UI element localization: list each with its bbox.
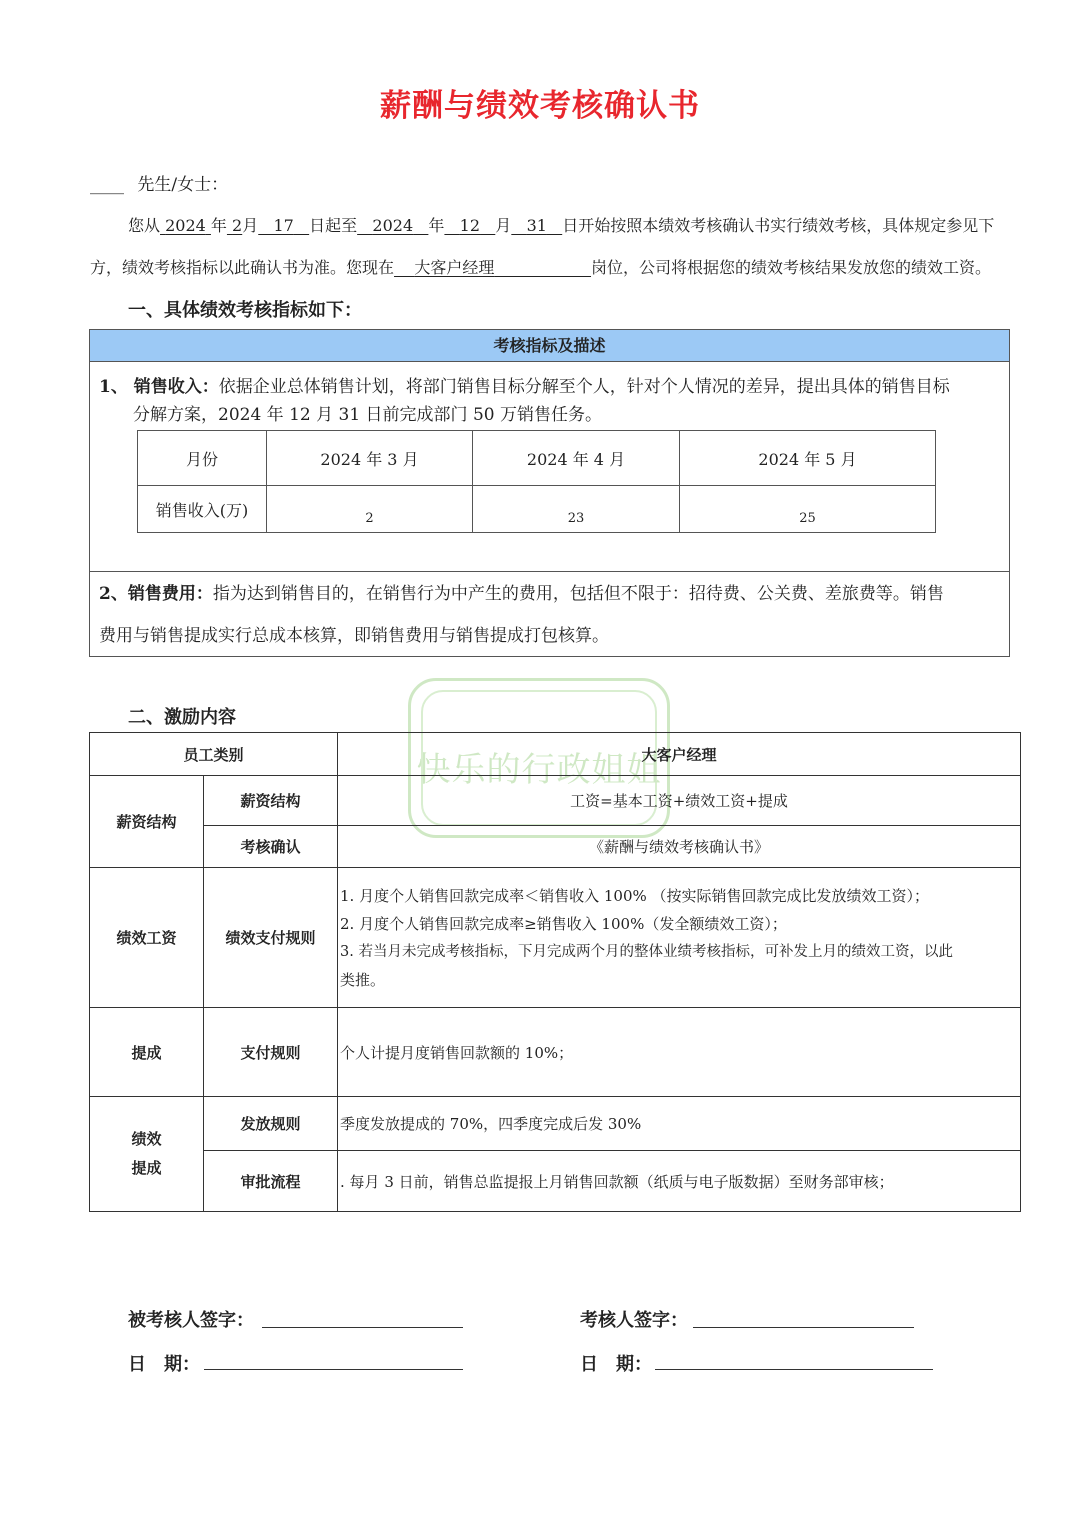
assessment-confirm-value: 《薪酬与绩效考核确认书》 xyxy=(338,826,1021,868)
perf-rule: 类推。 xyxy=(340,970,386,989)
table-row xyxy=(90,776,1021,826)
month-label-cell: 月份 xyxy=(138,431,267,486)
start-day: 17 xyxy=(273,216,294,235)
assessment-confirm-label: 考核确认 xyxy=(204,826,338,868)
item-2-text-a: 指为达到销售目的，在销售行为中产生的费用，包括但不限于：招待费、公关费、差旅费等。销售 xyxy=(212,584,944,604)
intro-line2-suffix: 岗位，公司将根据您的绩效考核结果发放您的绩效工资。 xyxy=(591,258,992,277)
payment-rule-label: 支付规则 xyxy=(204,1008,338,1097)
release-rule-label: 发放规则 xyxy=(204,1097,338,1151)
month-cell: 2024 年 5 月 xyxy=(680,431,936,486)
intro-line2-prefix: 方，绩效考核指标以此确认书为准。您现在 xyxy=(90,258,395,277)
salary-structure-label: 薪资结构 xyxy=(90,776,204,868)
year-label-2: 年 xyxy=(428,216,445,235)
greeting xyxy=(90,170,228,195)
month-cell: 2024 年 3 月 xyxy=(267,431,473,486)
item-1 xyxy=(99,373,1004,401)
item-2 xyxy=(99,580,1004,608)
salutation: 先生/女士： xyxy=(137,175,229,195)
year-label: 年 xyxy=(210,216,227,235)
release-rule-value: 季度发放提成的 70%，四季度完成后发 30% xyxy=(338,1097,1021,1151)
table-row xyxy=(90,868,1021,1008)
assessor-sign-label: 考核人签字： xyxy=(580,1310,688,1331)
date-right-line[interactable] xyxy=(655,1369,933,1370)
perf-wage-label: 绩效工资 xyxy=(90,868,204,1008)
start-year: 2024 xyxy=(165,216,206,235)
table-row xyxy=(90,826,1021,868)
sales-target-table xyxy=(137,430,936,533)
month-label-2: 月 xyxy=(495,216,512,235)
table-row xyxy=(90,1097,1021,1151)
intro-line-1 xyxy=(128,213,994,236)
sales-month-row xyxy=(138,431,936,486)
name-blank: ____ xyxy=(90,175,124,195)
item-1-text-b: 分解方案，2024 年 12 月 31 日前完成部门 50 万销售任务。 xyxy=(133,405,602,425)
revenue-label-cell: 销售收入(万) xyxy=(138,486,267,533)
sales-revenue-row xyxy=(138,486,936,533)
assessor-sign-line[interactable] xyxy=(693,1327,914,1328)
month-label: 月 xyxy=(242,216,259,235)
perf-rule: 3. 若当月未完成考核指标，下月完成两个月的整体业绩考核指标，可补发上月的绩效工资，以此 xyxy=(340,943,953,960)
intro-line-2 xyxy=(90,255,991,278)
date-left-label: 日 期： xyxy=(128,1354,200,1375)
watermark-text: 快乐的行政姐姐 xyxy=(416,750,662,790)
perf-pay-rule-label: 绩效支付规则 xyxy=(204,868,338,1008)
from-label: 日起至 xyxy=(309,216,358,235)
section-1-heading: 一、具体绩效考核指标如下： xyxy=(128,300,362,321)
date-left-line[interactable] xyxy=(204,1369,463,1370)
salary-structure-value: 工资=基本工资+绩效工资+提成 xyxy=(338,776,1021,826)
approval-value: . 每月 3 日前，销售总监提报上月销售回款额（纸质与电子版数据）至财务部审核； xyxy=(338,1151,1021,1212)
end-year: 2024 xyxy=(372,216,414,235)
payment-rule-value: 个人计提月度销售回款额的 10%； xyxy=(338,1008,1021,1097)
table-row xyxy=(90,1008,1021,1097)
assessee-sign-line[interactable] xyxy=(262,1327,463,1328)
intro-suffix: 日开始按照本绩效考核确认书实行绩效考核，具体规定参见下 xyxy=(562,216,995,235)
assessee-sign-label: 被考核人签字： xyxy=(128,1310,254,1331)
employee-type-value: 大客户经理 xyxy=(338,733,1021,776)
item-2-text-b: 费用与销售提成实行总成本核算，即销售费用与销售提成打包核算。 xyxy=(99,626,609,646)
end-month: 12 xyxy=(459,216,481,235)
perf-commission-label-b: 提成 xyxy=(131,1159,162,1177)
indicator-table-header: 考核指标及描述 xyxy=(90,330,1009,362)
table-row xyxy=(90,1151,1021,1212)
item-2-label: 2、销售费用： xyxy=(99,584,213,604)
perf-commission-label xyxy=(90,1097,204,1212)
start-month: 2 xyxy=(232,216,243,235)
revenue-cell: 23 xyxy=(473,486,680,533)
perf-rule: 2. 月度个人销售回款完成率≥销售收入 100%（发全额绩效工资）； xyxy=(340,914,787,933)
revenue-cell: 2 xyxy=(267,486,473,533)
item-1-text-a: 依据企业总体销售计划，将部门销售目标分解至个人，针对个人情况的差异，提出具体的销售目标 xyxy=(218,377,950,397)
section-2-heading: 二、激励内容 xyxy=(128,707,236,728)
indicator-table xyxy=(89,329,1010,657)
document-title: 薪酬与绩效考核确认书 xyxy=(380,88,700,124)
incentive-table xyxy=(89,732,1021,1212)
date-right-label: 日 期： xyxy=(580,1354,652,1375)
employee-type-label: 员工类别 xyxy=(90,733,338,776)
salary-structure-sub: 薪资结构 xyxy=(204,776,338,826)
intro-prefix: 您从 xyxy=(128,216,161,235)
item-1-label: 1、 销售收入： xyxy=(99,377,219,397)
revenue-cell: 25 xyxy=(680,486,936,533)
approval-label: 审批流程 xyxy=(204,1151,338,1212)
perf-rule: 1. 月度个人销售回款完成率＜销售收入 100% （按实际销售回款完成比发放绩效工资）； xyxy=(340,886,930,905)
perf-rules xyxy=(338,868,1021,1008)
perf-commission-label-a: 绩效 xyxy=(131,1130,162,1148)
position-field: 大客户经理 xyxy=(414,258,495,277)
end-day: 31 xyxy=(526,216,547,235)
month-cell: 2024 年 4 月 xyxy=(473,431,680,486)
table-row xyxy=(90,733,1021,776)
indicator-divider xyxy=(90,571,1009,572)
commission-label: 提成 xyxy=(90,1008,204,1097)
